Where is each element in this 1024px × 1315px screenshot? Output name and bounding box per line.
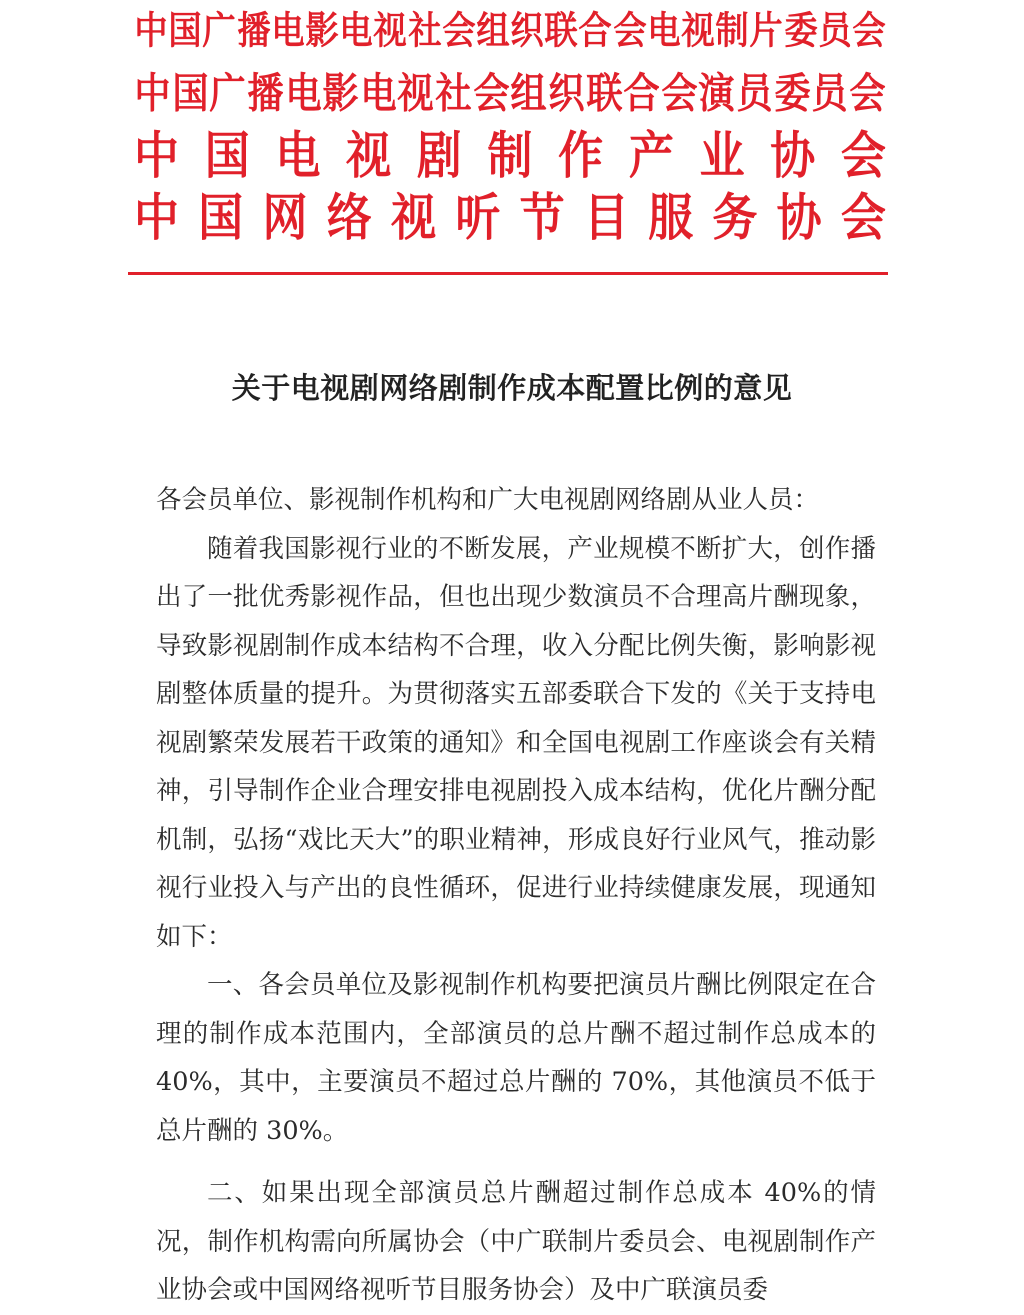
- letterhead-line: 中 国 电 视 剧 制 作 产 业 协 会: [134, 125, 886, 185]
- salutation: 各会员单位、影视制作机构和广大电视剧网络剧从业人员：: [156, 485, 820, 515]
- document-body: [156, 476, 876, 1315]
- letterhead-line: 中 国 广 播 电 影 电 视 社 会 组 织 联 合 会 演 员 委 员 会: [134, 68, 886, 118]
- body-paragraph: 随着我国影视行业的不断发展，产业规模不断扩大，创作播出了一批优秀影视作品，但也出现少数演员不合理高片酬现象，导致影视剧制作成本结构不合理，收入分配比例失衡，影响影视剧整体质量的提升。为贯彻落实五部委联合下发的《关于支持电视剧繁荣发展若干政策的通知》和全国电视剧工作座谈会有关精神，引导制作企业合理安排电视剧投入成本结构，优化片酬分配机制，弘扬“戏比天大”的职业精神，形成良好行业风气，推动影视行业投入与产出的良性循环，促进行业持续健康发展，现通知如下：: [156, 533, 876, 952]
- letterhead-line: 中 国 网 络 视 听 节 目 服 务 协 会: [134, 187, 886, 247]
- body-paragraph: 一、各会员单位及影视制作机构要把演员片酬比例限定在合理的制作成本范围内，全部演员的总片酬不超过制作总成本的 40%，其中，主要演员不超过总片酬的 70%，其他演员不低于总片酬的 30%。: [156, 970, 876, 1146]
- document-title: 关于电视剧网络剧制作成本配置比例的意见: [231, 371, 793, 405]
- letterhead-divider: [128, 272, 888, 275]
- letterhead: [134, 0, 886, 248]
- letterhead-line: 中 国 广 播 电 影 电 视 社 会 组 织 联 合 会 电 视 制 片 委 员 会: [134, 8, 886, 54]
- body-paragraph: 二、如果出现全部演员总片酬超过制作总成本 40%的情况，制作机构需向所属协会（中广联制片委员会、电视剧制作产业协会或中国网络视听节目服务协会）及中广联演员委: [156, 1178, 876, 1305]
